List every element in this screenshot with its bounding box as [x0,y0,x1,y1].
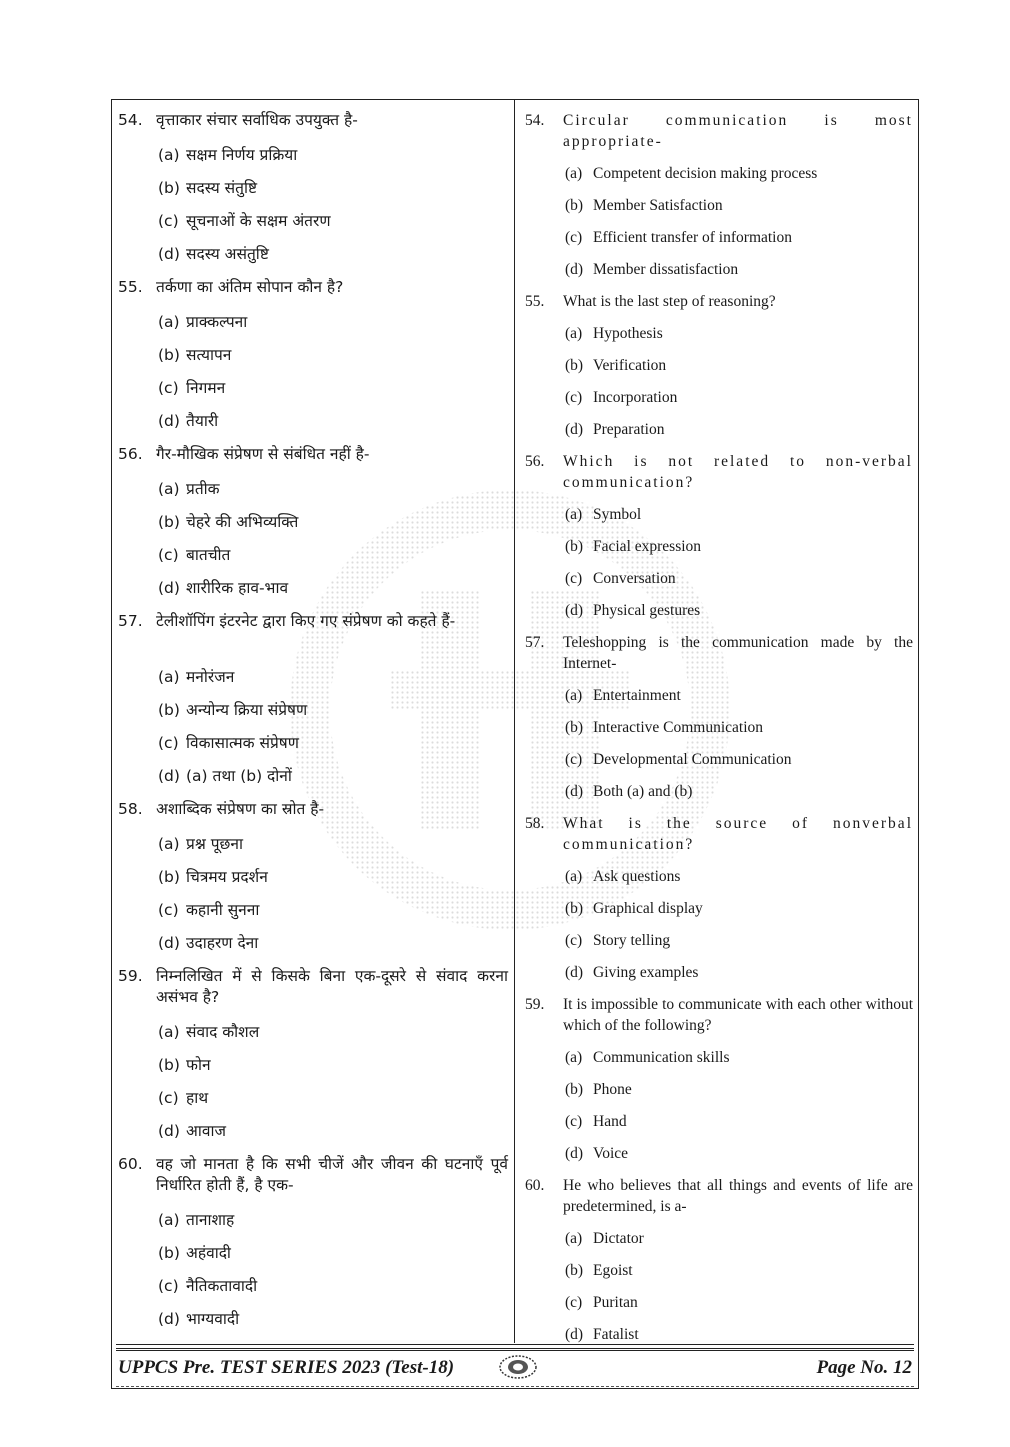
option-label: (b) [565,1080,584,1098]
option-text: (a) तथा (b) दोनों [186,767,292,785]
option-c [525,743,913,775]
question-text: गैर-मौखिक संप्रेषण से संबंधित नहीं है- [156,445,370,463]
option-b [525,892,913,924]
option-text: Competent decision making process [593,164,818,182]
option-d [118,238,508,271]
question-number: 59. [525,996,545,1013]
option-b [118,694,508,727]
question-57-en [525,626,913,807]
option-text: Physical gestures [593,601,701,619]
option-b [118,339,508,372]
question-60-en [525,1169,913,1350]
option-text: Hand [593,1112,627,1130]
option-text: बातचीत [186,546,231,564]
question-number: 56. [525,453,545,470]
option-text: तैयारी [186,412,219,430]
option-text: Incorporation [593,388,678,406]
question-text: वृत्ताकार संचार सर्वाधिक उपयुक्त है- [156,111,358,129]
option-label: (a) [158,1023,180,1041]
question-59-en [525,988,913,1169]
option-text: Member Satisfaction [593,196,723,214]
question-56-en [525,445,913,626]
option-text: सक्षम निर्णय प्रक्रिया [186,146,298,164]
option-d [525,1318,913,1350]
option-label: (b) [565,537,584,555]
option-text: Preparation [593,420,665,438]
option-c [118,539,508,572]
option-label: (d) [158,1310,180,1328]
option-a [118,1204,508,1237]
option-text: विकासात्मक संप्रेषण [186,734,299,752]
option-label: (c) [565,1112,583,1130]
question-text: निम्नलिखित में से किसके बिना एक-दूसरे से संवाद करना असंभव है? [156,967,508,1006]
question-text: What is the source of nonverbal communication? [563,815,913,853]
option-a [118,661,508,694]
option-label: (b) [158,513,180,531]
option-c [118,372,508,405]
option-label: (a) [158,146,180,164]
option-label: (a) [565,1048,583,1066]
option-label: (a) [565,867,583,885]
option-b [525,711,913,743]
question-text: Which is not related to non-verbal communication? [563,453,913,491]
option-b [118,1049,508,1082]
option-c [525,1105,913,1137]
option-text: चित्रमय प्रदर्शन [186,868,268,886]
question-number: 54. [118,111,143,129]
test-series-title: UPPCS Pre. TEST SERIES 2023 (Test-18) [118,1357,455,1378]
page-number: Page No. 12 [816,1357,912,1378]
option-label: (c) [158,546,179,564]
footer-rule [116,1344,914,1345]
option-a [525,679,913,711]
option-label: (b) [565,356,584,374]
option-label: (d) [158,412,180,430]
option-label: (b) [158,1056,180,1074]
question-55-hi [118,271,508,438]
option-label: (c) [158,1089,179,1107]
option-d [118,1115,508,1148]
option-label: (a) [565,505,583,523]
question-number: 60. [118,1155,143,1173]
option-text: Entertainment [593,686,681,704]
option-text: Ask questions [593,867,681,885]
option-text: तानाशाह [186,1211,235,1229]
question-number: 58. [525,815,545,832]
column-divider [514,99,515,1343]
question-54-hi [118,104,508,271]
option-d [525,956,913,988]
option-label: (c) [565,569,583,587]
option-text: प्रश्न पूछना [186,835,243,853]
option-a [118,1016,508,1049]
question-text: वह जो मानता है कि सभी चीजें और जीवन की घटनाएँ पूर्व निर्धारित होती हैं, है एक- [156,1155,508,1194]
option-d [525,253,913,285]
option-text: प्रतीक [186,480,220,498]
option-text: Developmental Communication [593,750,792,768]
option-label: (a) [158,313,180,331]
question-text: Teleshopping is the communication made by the Internet- [563,634,913,672]
option-b [525,530,913,562]
option-a [118,828,508,861]
option-text: Verification [593,356,667,374]
option-a [525,317,913,349]
option-label: (b) [158,1244,180,1262]
option-b [525,1254,913,1286]
option-b [525,349,913,381]
option-a [118,306,508,339]
option-d [118,572,508,605]
question-text: He who believes that all things and events of life are predetermined, is a- [563,1177,913,1215]
option-label: (a) [565,686,583,704]
option-label: (d) [565,601,584,619]
option-d [118,1303,508,1336]
question-55-en [525,285,913,445]
option-label: (c) [565,750,583,768]
question-54-en [525,104,913,285]
option-label: (c) [565,388,583,406]
option-a [525,157,913,189]
option-c [118,1270,508,1303]
option-text: संवाद कौशल [186,1023,260,1041]
option-text: उदाहरण देना [186,934,259,952]
question-text: Circular communication is most appropriate- [563,112,913,150]
option-c [118,1082,508,1115]
option-a [525,1041,913,1073]
option-label: (c) [565,931,583,949]
option-c [118,727,508,760]
question-number: 57. [525,634,545,651]
option-label: (a) [565,324,583,342]
option-c [118,205,508,238]
option-c [525,221,913,253]
option-text: प्राक्कल्पना [186,313,248,331]
question-60-hi [118,1148,508,1336]
option-a [525,498,913,530]
question-text: टेलीशॉपिंग इंटरनेट द्वारा किए गए संप्रेषण को कहते हैं- [156,612,456,630]
option-d [525,413,913,445]
option-label: (d) [158,579,180,597]
option-b [118,1237,508,1270]
option-text: Giving examples [593,963,699,981]
option-label: (b) [158,868,180,886]
question-number: 56. [118,445,143,463]
question-number: 60. [525,1177,545,1194]
option-text: निगमन [186,379,226,397]
question-number: 55. [118,278,143,296]
option-text: Symbol [593,505,642,523]
question-text: अशाब्दिक संप्रेषण का स्रोत है- [156,800,325,818]
option-label: (a) [565,164,583,182]
option-text: Graphical display [593,899,703,917]
option-text: अहंवादी [186,1244,231,1262]
option-label: (b) [565,1261,584,1279]
question-number: 58. [118,800,143,818]
option-text: Both (a) and (b) [593,782,693,800]
option-label: (a) [565,1229,583,1247]
option-label: (d) [565,1144,584,1162]
option-label: (d) [158,245,180,263]
option-text: सदस्य संतुष्टि [186,179,258,197]
option-text: चेहरे की अभिव्यक्ति [186,513,299,531]
option-text: Conversation [593,569,676,587]
option-label: (b) [158,179,180,197]
option-text: Story telling [593,931,671,949]
option-a [118,139,508,172]
option-label: (b) [158,701,180,719]
option-c [525,562,913,594]
option-label: (b) [565,196,584,214]
question-text: तर्कणा का अंतिम सोपान कौन है? [156,278,344,296]
hindi-column [118,104,508,1336]
option-text: हाथ [186,1089,209,1107]
option-label: (c) [565,228,583,246]
option-label: (d) [565,420,584,438]
question-58-hi [118,793,508,960]
option-text: फोन [186,1056,211,1074]
option-a [118,473,508,506]
option-text: सूचनाओं के सक्षम अंतरण [186,212,331,230]
option-b [118,172,508,205]
option-d [118,927,508,960]
option-text: Facial expression [593,537,702,555]
option-label: (d) [565,782,584,800]
option-label: (c) [158,212,179,230]
option-text: कहानी सुनना [186,901,260,919]
option-label: (d) [158,767,180,785]
option-text: मनोरंजन [186,668,235,686]
option-b [118,506,508,539]
option-text: शारीरिक हाव-भाव [186,579,289,597]
option-text: सत्यापन [186,346,232,364]
option-text: Egoist [593,1261,633,1279]
option-text: भाग्यवादी [186,1310,240,1328]
question-number: 55. [525,293,545,310]
option-label: (c) [158,901,179,919]
option-label: (c) [158,734,179,752]
option-label: (c) [158,379,179,397]
page-footer [118,1354,912,1384]
option-text: आवाज [186,1122,226,1140]
option-text: Interactive Communication [593,718,764,736]
option-label: (a) [158,480,180,498]
option-label: (b) [565,899,584,917]
option-label: (c) [565,1293,583,1311]
option-c [118,894,508,927]
option-text: Puritan [593,1293,638,1311]
option-b [118,861,508,894]
option-text: Communication skills [593,1048,730,1066]
option-text: अन्योन्य क्रिया संप्रेषण [186,701,308,719]
question-59-hi [118,960,508,1148]
option-d [118,405,508,438]
question-number: 54. [525,112,545,129]
option-text: Dictator [593,1229,644,1247]
option-text: Fatalist [593,1325,639,1343]
option-d [118,760,508,793]
option-text: सदस्य असंतुष्टि [186,245,269,263]
option-a [525,860,913,892]
option-c [525,924,913,956]
option-text: Efficient transfer of information [593,228,792,246]
option-b [525,1073,913,1105]
option-d [525,594,913,626]
option-label: (b) [565,718,584,736]
option-text: Voice [593,1144,629,1162]
option-text: नैतिकतावादी [186,1277,258,1295]
option-label: (c) [158,1277,179,1295]
option-label: (d) [158,1122,180,1140]
option-text: Member dissatisfaction [593,260,739,278]
question-text: It is impossible to communicate with each other without which of the following? [563,996,913,1034]
option-label: (d) [565,1325,584,1343]
question-57-hi [118,605,508,793]
option-label: (d) [158,934,180,952]
option-b [525,189,913,221]
option-label: (a) [158,668,180,686]
footer-dashed-rule [116,1386,914,1387]
option-text: Hypothesis [593,324,663,342]
publisher-logo-icon [496,1354,540,1380]
question-58-en [525,807,913,988]
option-label: (b) [158,346,180,364]
option-c [525,381,913,413]
option-c [525,1286,913,1318]
option-label: (a) [158,835,180,853]
question-number: 57. [118,612,143,630]
option-d [525,775,913,807]
option-label: (a) [158,1211,180,1229]
question-56-hi [118,438,508,605]
question-number: 59. [118,967,143,985]
option-text: Phone [593,1080,632,1098]
option-d [525,1137,913,1169]
english-column [525,104,913,1350]
option-label: (d) [565,260,584,278]
option-label: (d) [565,963,584,981]
option-a [525,1222,913,1254]
question-text: What is the last step of reasoning? [563,293,776,310]
